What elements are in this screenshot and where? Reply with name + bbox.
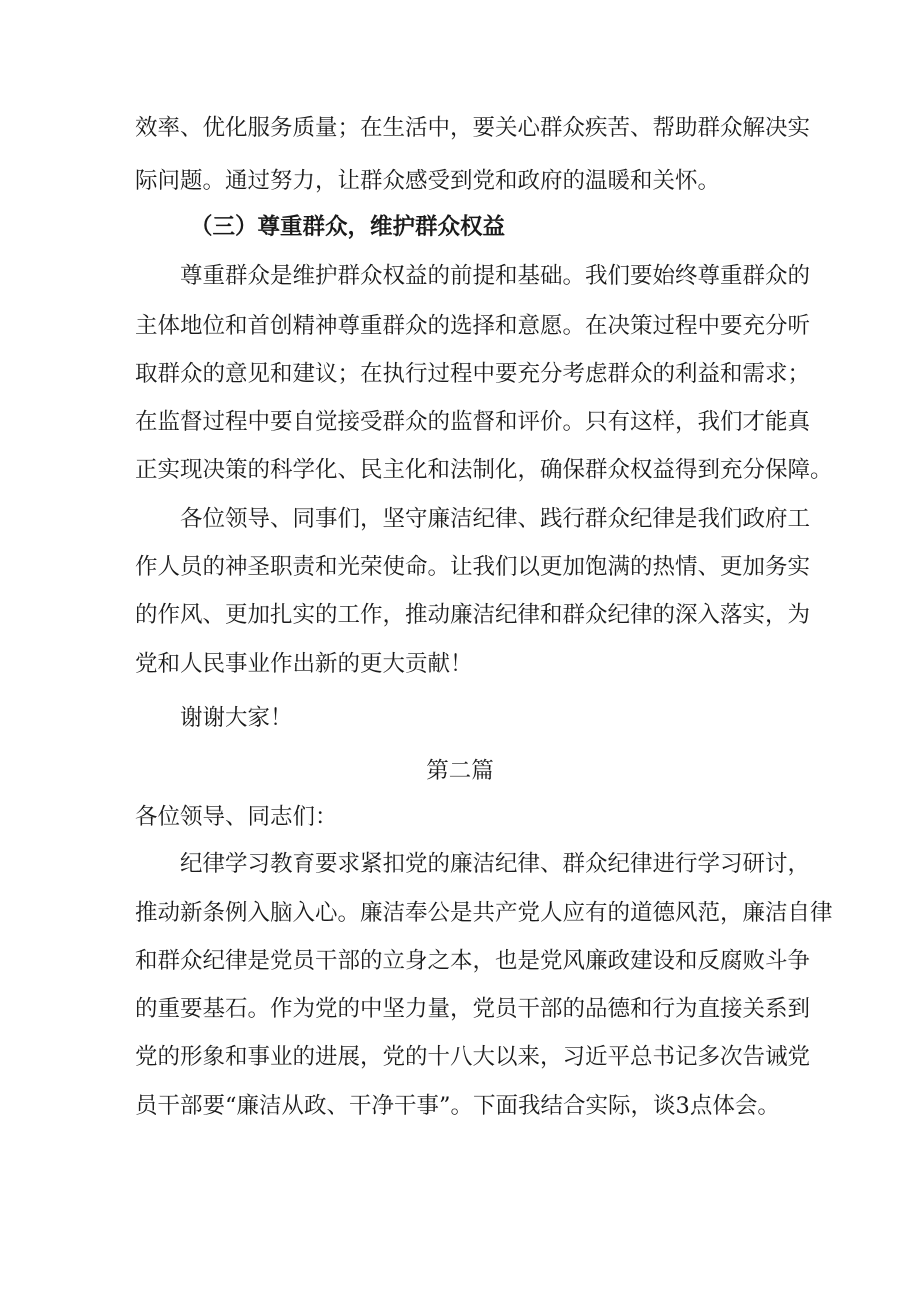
body-text-line: 的重要基石。作为党的中坚力量，党员干部的品德和行为直接关系到	[135, 996, 811, 1022]
paragraph-first-line: 尊重群众是维护群众权益的前提和基础。我们要始终尊重群众的	[180, 263, 811, 289]
body-text-line: 推动新条例入脑入心。廉洁奉公是共产党人应有的道德风范，廉洁自律	[135, 900, 833, 926]
salutation: 各位领导、同志们：	[135, 804, 338, 830]
chapter-title: 第二篇	[426, 758, 494, 784]
body-text-line: 员干部要“廉洁从政、干净干事”。下面我结合实际，谈3点体会。	[135, 1093, 780, 1119]
body-text-line: 取群众的意见和建议；在执行过程中要充分考虑群众的利益和需求；	[135, 361, 811, 387]
body-text-line: 效率、优化服务质量；在生活中，要关心群众疾苦、帮助群众解决实	[135, 115, 811, 141]
body-text-line: 在监督过程中要自觉接受群众的监督和评价。只有这样，我们才能真	[135, 409, 811, 435]
body-text-line: 主体地位和首创精神尊重群众的选择和意愿。在决策过程中要充分听	[135, 313, 811, 339]
body-text-line: 党的形象和事业的进展，党的十八大以来，习近平总书记多次告诫党	[135, 1044, 811, 1070]
body-text-line: 际问题。通过努力，让群众感受到党和政府的温暖和关怀。	[135, 168, 721, 194]
body-text-line: 和群众纪律是党员干部的立身之本，也是党风廉政建设和反腐败斗争	[135, 948, 811, 974]
body-text-line: 党和人民事业作出新的更大贡献！	[135, 651, 473, 677]
body-text-line: 作人员的神圣职责和光荣使命。让我们以更加饱满的热情、更加务实	[135, 554, 811, 580]
paragraph-first-line: 各位领导、同事们，坚守廉洁纪律、践行群众纪律是我们政府工	[180, 506, 811, 532]
paragraph-first-line: 纪律学习教育要求紧扣党的廉洁纪律、群众纪律进行学习研讨，	[180, 851, 811, 877]
body-text-line: 正实现决策的科学化、民主化和法制化，确保群众权益得到充分保障。	[135, 457, 833, 483]
body-text-line: 的作风、更加扎实的工作，推动廉洁纪律和群众纪律的深入落实，为	[135, 602, 811, 628]
section-heading: （三）尊重群众，维护群众权益	[190, 214, 506, 240]
closing-line: 谢谢大家！	[180, 705, 293, 731]
